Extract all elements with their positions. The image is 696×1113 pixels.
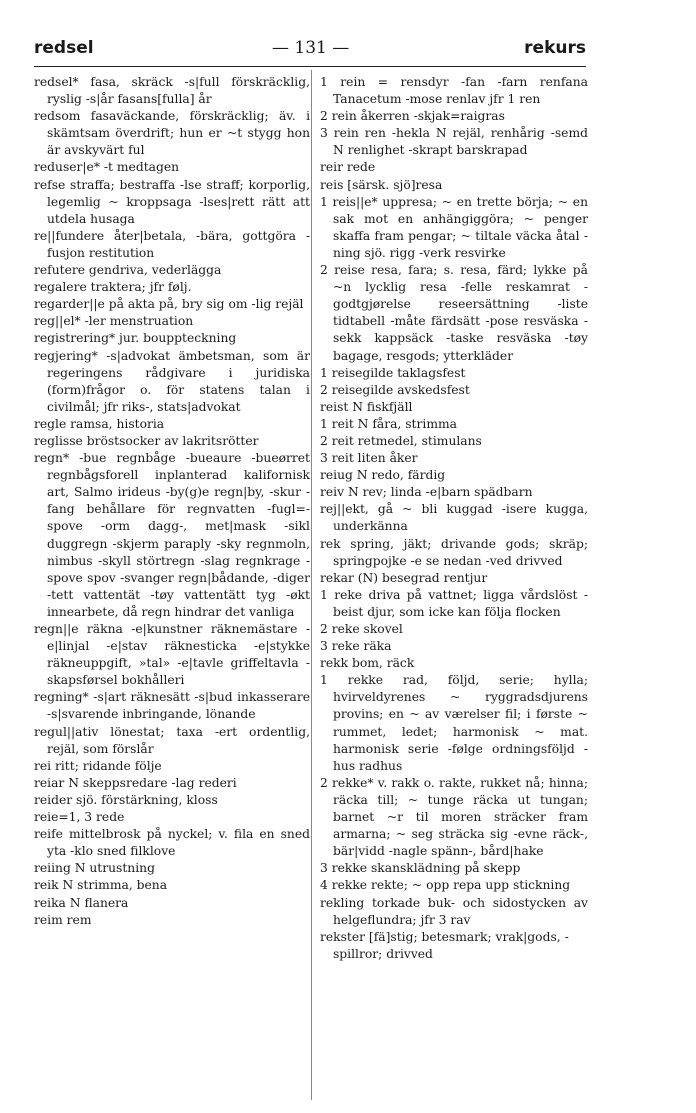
dictionary-entry: reiing N utrustning <box>34 861 155 876</box>
dictionary-entry: 3 reit liten åker <box>320 451 418 466</box>
dictionary-entry: 1 rein = rensdyr -fan -farn renfana Tanacetum -mose renlav jfr 1 ren <box>320 75 588 107</box>
dictionary-entry: regalere traktera; jfr følj. <box>34 280 192 295</box>
dictionary-entry: reika N flanera <box>34 895 129 910</box>
dictionary-entry: rej||ekt, gå ~ bli kuggad -isere kugga, underkänna <box>320 502 588 534</box>
right-column <box>320 74 588 963</box>
dictionary-entry: rei ritt; ridande följe <box>34 758 162 773</box>
dictionary-entry: reist N fiskfjäll <box>320 399 413 414</box>
page-header <box>34 38 586 64</box>
dictionary-entry: rekster [fä]stig; betesmark; vrak|gods, -spillror; drivved <box>320 929 569 961</box>
dictionary-entry: 2 reise resa, fara; s. resa, färd; lykke på ~n lycklig resa -felle reskamrat -godtgjørelse reseersättning -liste tidtabell -måte färdsätt -pose resväska -sekk kappsäck -taske resväska -tøy bagage, resgods; ytterkläder <box>320 263 588 363</box>
dictionary-entry: 1 reis||e* uppresa; ~ en trette börja; ~ en sak mot en anhängiggöra; ~ penger skaffa fram pengar; ~ tiltale väcka åtal -ning sjö. rigg -verk resvirke <box>320 194 588 260</box>
dictionary-entry: 2 reke skovel <box>320 622 403 636</box>
dictionary-entry: rekar (N) besegrad rentjur <box>320 570 488 585</box>
dictionary-entry: 2 reisegilde avskedsfest <box>320 382 470 397</box>
dictionary-entry: regle ramsa, historia <box>34 416 165 431</box>
page-number: — 131 — <box>272 38 350 58</box>
dictionary-entry: 1 reke driva på vattnet; ligga vårdslöst -beist djur, som icke kan följa flocken <box>320 587 588 619</box>
dictionary-entry: reife mittelbrosk på nyckel; v. fila en sned yta -klo sned filklove <box>34 827 310 859</box>
dictionary-entry: reie=1, 3 rede <box>34 810 125 825</box>
dictionary-entry: 3 rein ren -hekla N rejäl, renhårig -semd N renlighet -skrapt barskrapad <box>320 126 588 158</box>
dictionary-entry: regning* -s|art räknesätt -s|bud inkasserare -s|svarende inbringande, lönande <box>34 690 310 722</box>
dictionary-entry: 1 rekke rad, följd, serie; hylla; hvirveldyrenes ~ ryggradsdjurens provins; en ~ av værelser fil; i første ~ rummet, ledet; harmonisk ~ mat. harmonisk serie -følge ordningsföljd -hus radhus <box>320 673 588 773</box>
dictionary-entry: registrering* jur. bouppteckning <box>34 331 237 346</box>
dictionary-entry: regjering* -s|advokat ämbetsman, som är regeringens rådgivare i juridiska (form)frågor o. för statens talan i civilmål; jfr riks-, stats|advokat <box>34 348 310 414</box>
dictionary-entry: reiug N redo, färdig <box>320 468 446 483</box>
dictionary-entry: rekling torkade buk- och sidostycken av helgeflundra; jfr 3 rav <box>320 895 588 927</box>
dictionary-entry: reg||el* -ler menstruation <box>34 314 194 329</box>
dictionary-entry: reik N strimma, bena <box>34 878 168 893</box>
dictionary-entry: 3 rekke skansklädning på skepp <box>320 861 521 876</box>
dictionary-entry: reiv N rev; linda -e|barn spädbarn <box>320 485 533 500</box>
dictionary-entry: reider sjö. förstärkning, kloss <box>34 792 218 807</box>
dictionary-entry: 4 rekke rekte; ~ opp repa upp stickning <box>320 878 571 893</box>
dictionary-entry: regarder||e på akta på, bry sig om -lig rejäl <box>34 297 304 312</box>
dictionary-entry: reglisse bröstsocker av lakritsrötter <box>34 433 259 448</box>
dictionary-entry: re||fundere åter|betala, -bära, gottgöra -fusjon restitution <box>34 228 310 260</box>
dictionary-entry: 2 rein åkerren -skjak=raigras <box>320 109 505 124</box>
dictionary-entry: reiar N skeppsredare -lag rederi <box>34 775 237 790</box>
dictionary-entry: regn||e räkna -e|kunstner räknemästare -e|linjal -e|stav räknesticka -e|stykke räkneuppgift, »tal» -e|tavle griffeltavla -skapsførsel bokhålleri <box>34 622 310 688</box>
header-rule <box>34 66 586 67</box>
dictionary-entry: refse straffa; bestraffa -lse straff; korporlig, legemlig ~ kroppsaga -lses|rett rätt att utdela husaga <box>34 177 310 226</box>
dictionary-entry: redsom fasaväckande, förskräcklig; äv. i skämtsam överdrift; hun er ~t stygg hon är avskyvärt ful <box>34 109 310 158</box>
dictionary-entry: 2 rekke* v. rakk o. rakte, rukket nå; hinna; räcka till; ~ tunge räcka ut tungan; barnet ~r til moren sträcker fram armarna; ~ seg sträcka sig -evne räck-, bär|vidd -nagle spänn-, bård|hake <box>320 775 588 859</box>
dictionary-entry: 1 reit N fåra, strimma <box>320 416 457 431</box>
dictionary-entry: regn* -bue regnbåge -bueaure -bueørret regnbågsforell inplanterad kalifornisk art, Salmo irideus -by(g)e regn|by, -skur -fang behållare för regnvatten -fugl=-spove -orm dagg-, met|mask -sikl duggregn -skjerm paraply -sky regnmoln, nimbus -skyll störtregn -slag regnkrage -spove spov -svanger regn|bådande, -diger -tett vattentät -tøy vattentätt tyg -økt innearbete, då regn hindrar det vanliga <box>34 451 310 619</box>
dictionary-entry: reir rede <box>320 160 376 175</box>
dictionary-entry: reis [särsk. sjö]resa <box>320 177 443 192</box>
dictionary-entry: refutere gendriva, vederlägga <box>34 263 222 278</box>
left-column <box>34 74 310 929</box>
right-guide-word: rekurs <box>524 38 586 58</box>
dictionary-entry: 2 reit retmedel, stimulans <box>320 433 482 448</box>
left-guide-word: redsel <box>34 38 94 58</box>
dictionary-entry: rekk bom, räck <box>320 656 415 671</box>
dictionary-entry: redsel* fasa, skräck -s|full förskräcklig, ryslig -s|år fasans[fulla] år <box>34 75 310 107</box>
dictionary-entry: reduser|e* -t medtagen <box>34 160 180 175</box>
dictionary-entry: 1 reisegilde taklagsfest <box>320 365 466 380</box>
column-divider <box>311 70 312 1100</box>
dictionary-entry: regul||ativ lönestat; taxa -ert ordentlig, rejäl, som förslår <box>34 724 310 756</box>
dictionary-entry: rek spring, jäkt; drivande gods; skräp; springpojke -e se nedan -ved drivved <box>320 536 588 568</box>
dictionary-entry: 3 reke räka <box>320 639 392 654</box>
dictionary-entry: reim rem <box>34 912 92 927</box>
